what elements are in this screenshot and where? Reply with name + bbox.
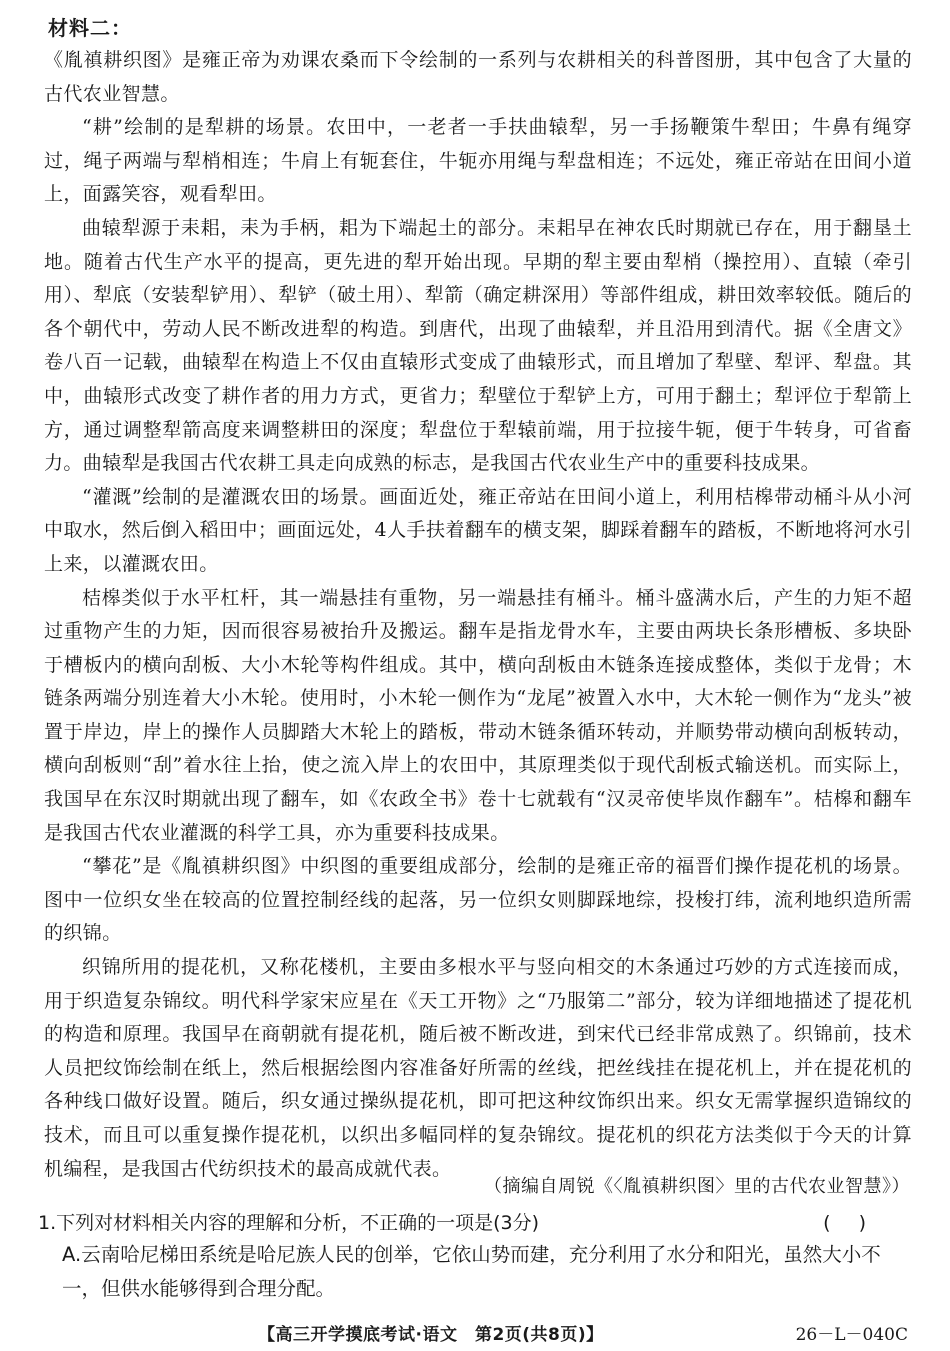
question-stem-row — [38, 1208, 912, 1238]
paragraph-intro: 《胤禛耕织图》是雍正帝为劝课农桑而下令绘制的一系列与农耕相关的科普图册，其中包含了大量的古代农业智慧。 — [44, 49, 912, 105]
question-1 — [38, 1208, 912, 1306]
paragraph-well-sweep: 桔槔类似于水平杠杆，其一端悬挂有重物，另一端悬挂有桶斗。桶斗盛满水后，产生的力矩不超过重物产生的力矩，因而很容易被抬升及搬运。翻车是指龙骨水车，主要由两块长条形槽板、多块卧于槽板内的横向刮板、大小木轮等构件组成。其中，横向刮板由木链条连接成整体，类似于龙骨；木链条两端分别连着大小木轮。使用时，小木轮一侧作为“龙尾”被置入水中，大木轮一侧作为“龙头”被置于岸边，岸上的操作人员脚踏大木轮上的踏板，带动木链条循环转动，并顺势带动横向刮板转动，横向刮板则“刮”着水往上抬，使之流入岸上的农田中，其原理类似于现代刮板式输送机。而实际上，我国早在东汉时期就出现了翻车，如《农政全书》卷十七就载有“汉灵帝使毕岚作翻车”。桔槔和翻车是我国古代农业灌溉的科学工具，亦为重要科技成果。 — [44, 586, 912, 844]
paragraph-jacquard-loom: 织锦所用的提花机，又称花楼机，主要由多根水平与竖向相交的木条通过巧妙的方式连接而成，用于织造复杂锦纹。明代科学家宋应星在《天工开物》之“乃服第二”部分，较为详细地描述了提花机的构造和原理。我国早在商朝就有提花机，随后被不断改进，到宋代已经非常成熟了。织锦前，技术人员把纹饰绘制在纸上，然后根据绘图内容准备好所需的丝线，把丝线挂在提花机上，并在提花机的各种线口做好设置。随后，织女通过操纵提花机，即可把这种纹饰织出来。织女无需掌握织造锦纹的技术，而且可以重复操作提花机，以织出多幅同样的复杂锦纹。提花机的织花方法类似于今天的计算机编程，是我国古代纺织技术的最高成就代表。 — [44, 956, 912, 1180]
material-body — [44, 44, 912, 1186]
material-heading: 材料二： — [48, 16, 132, 40]
footer-title: 【高三开学摸底考试·语文 第2页(共8页)】 — [258, 1325, 604, 1345]
paragraph-curved-plow: 曲辕犁源于耒耜，耒为手柄，耜为下端起土的部分。耒耜早在神农氏时期就已存在，用于翻垦土地。随着古代生产水平的提高，更先进的犁开始出现。早期的犁主要由犁梢（操控用）、直辕（牵引用）、犁底（安装犁铲用）、犁铲（破土用）、犁箭（确定耕深用）等部件组成，耕田效率较低。随后的各个朝代中，劳动人民不断改进犁的构造。到唐代，出现了曲辕犁，并且沿用到清代。据《全唐文》卷八百一记载，曲辕犁在构造上不仅由直辕形式变成了曲辕形式，而且增加了犁壁、犁评、犁盘。其中，曲辕形式改变了耕作者的用力方式，更省力；犁壁位于犁铲上方，可用于翻土；犁评位于犁箭上方，通过调整犁箭高度来调整耕田的深度；犁盘位于犁辕前端，用于拉接牛轭，便于牛转身，可省畜力。曲辕犁是我国古代农耕工具走向成熟的标志，是我国古代农业生产中的重要科技成果。 — [44, 216, 912, 475]
question-stem: 1.下列对材料相关内容的理解和分析，不正确的一项是(3分) — [38, 1212, 540, 1234]
source-citation: （摘编自周锐《〈胤禛耕织图〉里的古代农业智慧》） — [484, 1176, 910, 1197]
footer-code: 26－L－040C — [795, 1325, 908, 1345]
paragraph-plowing: “耕”绘制的是犁耕的场景。农田中，一老者一手扶曲辕犁，另一手扬鞭策牛犁田；牛鼻有绳穿过，绳子两端与犁梢相连；牛肩上有轭套住，牛轭亦用绳与犁盘相连；不远处，雍正帝站在田间小道上，面露笑容，观看犁田。 — [44, 116, 912, 206]
paragraph-irrigation: “灌溉”绘制的是灌溉农田的场景。画面近处，雍正帝站在田间小道上，利用桔槔带动桶斗从小河中取水，然后倒入稻田中；画面远处，4人手扶着翻车的横支架，脚踩着翻车的踏板，不断地将河水引上来，以灌溉农田。 — [44, 485, 912, 575]
answer-blank: () — [823, 1212, 894, 1234]
paragraph-jacquard-scene: “攀花”是《胤禛耕织图》中织图的重要组成部分，绘制的是雍正帝的福晋们操作提花机的场景。图中一位织女坐在较高的位置控制经线的起落，另一位织女则脚踩地综，投梭打纬，流利地织造所需的织锦。 — [44, 855, 912, 945]
page-footer — [0, 1316, 950, 1346]
option-a: A.云南哈尼梯田系统是哈尼族人民的创举，它依山势而建，充分利用了水分和阳光，虽然大小不一，但供水能够得到合理分配。 — [62, 1243, 881, 1300]
